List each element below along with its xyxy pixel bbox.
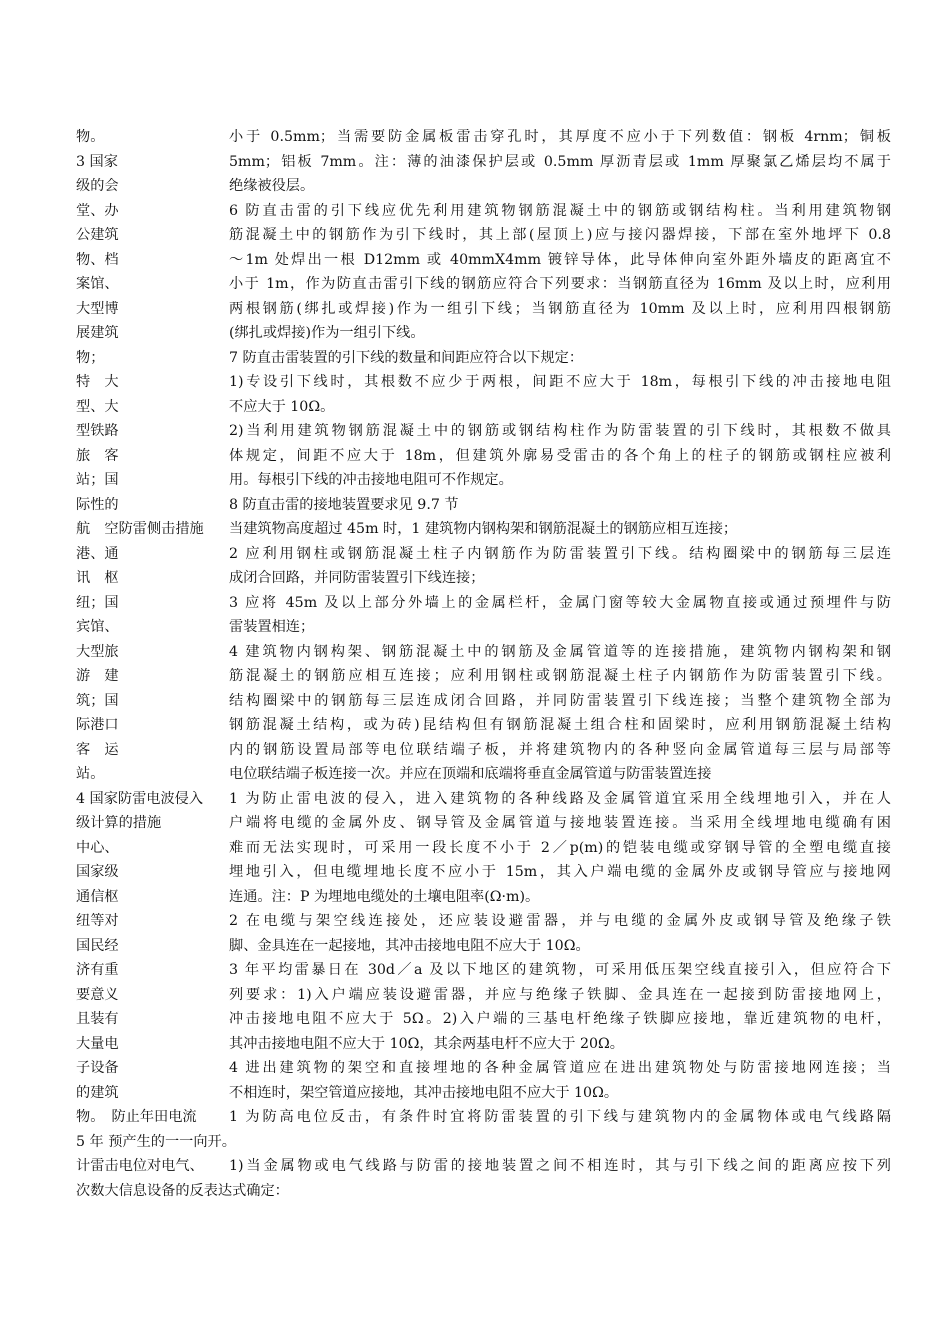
text-row (0, 1034, 950, 1058)
left-column-text: 际港口 (76, 717, 119, 733)
right-column-text: 小于 0.5mm；当需要防金属板雷击穿孔时，其厚度不应小于下列数值：钢板 4rnm；铜板 (229, 129, 891, 145)
text-row (0, 323, 950, 347)
text-row (0, 495, 950, 519)
text-row (0, 1009, 950, 1033)
right-column-text: 4 进出建筑物的架空和直接埋地的各种金属管道应在进出建筑物处与防雷接地网连接；当 (229, 1060, 891, 1076)
right-column-text: 1 为防高电位反击，有条件时宜将防雷装置的引下线与建筑物内的金属物体或电气线路隔 (229, 1109, 891, 1125)
right-column-text: 小于 1m，作为防直击雷引下线的钢筋应符合下列要求：当钢筋直径为 16mm 及以上时，应利用 (229, 276, 891, 292)
text-row (0, 593, 950, 617)
right-column-text: 当建筑物高度超过 45m 时，1 建筑物内钢构架和钢筋混凝土的钢筋应相互连接； (229, 521, 738, 537)
right-column-text: 1)当金属物或电气线路与防雷的接地装置之间不相连时，其与引下线之间的距离应按下列 (229, 1158, 891, 1174)
text-row (0, 862, 950, 886)
text-row (0, 348, 950, 372)
left-column-text: 堂、办 (76, 202, 119, 219)
left-column-text: 子设备 (76, 1060, 119, 1076)
right-column-text: 2 应利用钢柱或钢筋混凝土柱子内钢筋作为防雷装置引下线。结构圈梁中的钢筋每三层连 (229, 545, 891, 562)
right-column-text: 用。每根引下线的冲击接地电阻可不作规定。 (229, 472, 513, 488)
left-column-text: 要意义 (76, 986, 119, 1003)
right-column-text: 1 为防止雷电波的侵入，进入建筑物的各种线路及金属管道宜采用全线埋地引入，并在人 (229, 790, 891, 807)
left-column-text: 航 空防雷侧击措施 (76, 521, 204, 537)
left-column-text: 港、通 (76, 545, 119, 562)
right-column-text: 筋混凝土中的钢筋作为引下线时，其上部(屋顶上)应与接闪器焊接，下部在室外地坪下 0.8 (229, 227, 891, 243)
text-row (0, 127, 950, 151)
left-column-text: 次数大信息设备的反表达式确定： (76, 1182, 289, 1199)
text-row (0, 274, 950, 298)
right-column-text: 体规定，间距不应大于 18m，但建筑外廓易受雷击的各个角上的柱子的钢筋或钢柱应被利 (229, 447, 891, 464)
left-column-text: 游 建 (76, 668, 119, 684)
right-column-text: 成闭合回路，并同防雷装置引下线连接； (229, 570, 485, 586)
right-column-text: 难而无法实现时，可采用一段长度不小于 2／p(m)的铠装电缆或穿钢导管的全塑电缆直接 (229, 839, 891, 856)
right-column-text: 结构圈梁中的钢筋每三层连成闭合回路，并同防雷装置引下线连接；当整个建筑物全部为 (229, 692, 891, 709)
left-column-text: 物、档 (76, 251, 119, 268)
left-column-text: 站。 (76, 766, 105, 782)
text-row (0, 838, 950, 862)
right-column-text: 两根钢筋(绑扎或焊接)作为一组引下线；当钢筋直径为 10mm 及以上时，应利用四根钢筋 (229, 300, 891, 317)
left-column-text: 案馆、 (76, 276, 119, 292)
right-column-text: 3 年平均雷暴日在 30d／a 及以下地区的建筑物，可采用低压架空线直接引入，但应符合下 (229, 962, 891, 978)
left-column-text: 物。 防止年田电流 (76, 1109, 197, 1125)
left-column-text: 大量电 (76, 1035, 119, 1052)
right-column-text: 列要求：1)入户端应装设避雷器，并应与绝缘子铁脚、金具连在一起接到防雷接地网上， (229, 986, 891, 1003)
left-column-text: 大型博 (76, 300, 119, 317)
text-row (0, 250, 950, 274)
right-column-text: 内的钢筋设置局部等电位联结端子板，并将建筑物内的各种竖向金属管道每三层与局部等 (229, 741, 891, 758)
right-column-text: (绑扎或焊接)作为一组引下线。 (229, 325, 425, 341)
text-row (0, 887, 950, 911)
right-column-text: 不应大于 10Ω。 (229, 398, 335, 415)
left-column-text: 际性的 (76, 496, 119, 513)
left-column-text: 公建筑 (76, 227, 119, 243)
left-column-text: 计雷击电位对电气、 (76, 1158, 204, 1174)
left-column-text: 济有重 (76, 962, 119, 978)
text-row (0, 911, 950, 935)
text-row (0, 397, 950, 421)
right-column-text: 绝缘被役层。 (229, 178, 315, 194)
text-row (0, 1181, 950, 1205)
text-row (0, 936, 950, 960)
text-row (0, 299, 950, 323)
left-column-text: 级的会 (76, 178, 119, 194)
right-column-text: 其冲击接地电阻不应大于 10Ω，其余两基电杆不应大于 20Ω。 (229, 1035, 624, 1052)
left-column-text: 5 年 预产生的一一向开。 (76, 1133, 236, 1150)
left-column-text: 站；国 (76, 472, 119, 488)
text-row (0, 764, 950, 788)
text-row (0, 372, 950, 396)
left-column-text: 国家级 (76, 864, 119, 880)
left-column-text: 大型旅 (76, 643, 119, 660)
right-column-text: 雷装置相连； (229, 619, 315, 635)
left-column-text: 级计算的措施 (76, 815, 162, 831)
text-row (0, 691, 950, 715)
text-row (0, 470, 950, 494)
left-column-text: 物。 (76, 129, 105, 145)
right-column-text: 6 防直击雷的引下线应优先利用建筑物钢筋混凝土中的钢筋或钢结构柱。当利用建筑物钢 (229, 202, 891, 219)
text-row (0, 544, 950, 568)
text-row (0, 1083, 950, 1107)
text-row (0, 519, 950, 543)
text-row (0, 715, 950, 739)
right-column-text: 户端将电缆的金属外皮、钢导管及金属管道与接地装置连接。当采用全线埋地电缆确有困 (229, 815, 891, 831)
right-column-text: 7 防直击雷装置的引下线的数量和间距应符合以下规定： (229, 349, 584, 366)
left-column-text: 通信枢 (76, 888, 119, 905)
left-column-text: 型、大 (76, 398, 119, 415)
left-column-text: 且装有 (76, 1011, 119, 1027)
text-row (0, 960, 950, 984)
left-column-text: 宾馆、 (76, 619, 119, 635)
right-column-text: 2)当利用建筑物钢筋混凝土中的钢筋或钢结构柱作为防雷装置的引下线时，其根数不做具 (229, 423, 891, 439)
text-row (0, 568, 950, 592)
left-column-text: 展建筑 (76, 325, 119, 341)
right-column-text: 脚、金具连在一起接地，其冲击接地电阻不应大于 10Ω。 (229, 937, 590, 954)
text-row (0, 1058, 950, 1082)
left-column-text: 的建筑 (76, 1084, 119, 1101)
right-column-text: 5mm；铝板 7mm。注：薄的油漆保护层或 0.5mm 厚沥青层或 1mm 厚聚氯乙烯层均不属于 (229, 153, 891, 170)
left-column-text: 客 运 (76, 741, 119, 758)
right-column-text: 2 在电缆与架空线连接处，还应装设避雷器，并与电缆的金属外皮或钢导管及绝缘子铁 (229, 913, 891, 929)
right-column-text: 连通。注：P 为埋地电缆处的土壤电阻率(Ω·m)。 (229, 888, 540, 905)
right-column-text: 3 应将 45m 及以上部分外墙上的金属栏杆，金属门窗等较大金属物直接或通过预埋件与防 (229, 594, 891, 611)
left-column-text: 型铁路 (76, 423, 119, 439)
left-column-text: 3 国家 (76, 153, 118, 170)
left-column-text: 4 国家防雷电波侵入 (76, 790, 204, 807)
text-row (0, 789, 950, 813)
right-column-text: 4 建筑物内钢构架、钢筋混凝土中的钢筋及金属管道等的连接措施，建筑物内钢构架和钢 (229, 643, 891, 660)
text-row (0, 225, 950, 249)
right-column-text: ～1m 处焊出一根 D12mm 或 40mmX4mm 镀锌导体，此导体伸向室外距外墙皮的距离宜不 (229, 251, 891, 268)
right-column-text: 埋地引入，但电缆埋地长度不应小于 15m，其入户端电缆的金属外皮或钢导管应与接地网 (229, 864, 891, 880)
right-column-text: 不相连时，架空管道应接地，其冲击接地电阻不应大于 10Ω。 (229, 1084, 619, 1101)
text-row (0, 985, 950, 1009)
left-column-text: 旅 客 (76, 447, 119, 464)
text-row (0, 421, 950, 445)
left-column-text: 纽等对 (76, 913, 119, 929)
text-row (0, 152, 950, 176)
left-column-text: 讯 枢 (76, 570, 119, 586)
right-column-text: 筋混凝土的钢筋应相互连接；应利用钢柱或钢筋混凝土柱子内钢筋作为防雷装置引下线。 (229, 668, 891, 684)
left-column-text: 特 大 (76, 374, 119, 390)
right-column-text: 冲击接地电阻不应大于 5Ω。2)入户端的三基电杆绝缘子铁脚应接地，靠近建筑物的电杆， (229, 1011, 891, 1027)
left-column-text: 国民经 (76, 937, 119, 954)
text-row (0, 1156, 950, 1180)
left-column-text: 中心、 (76, 839, 119, 856)
text-row (0, 176, 950, 200)
text-row (0, 617, 950, 641)
text-row (0, 1132, 950, 1156)
right-column-text: 钢筋混凝土结构，或为砖)昆结构但有钢筋混凝土组合柱和固梁时，应利用钢筋混凝土结构 (229, 717, 891, 733)
text-row (0, 740, 950, 764)
right-column-text: 1)专设引下线时，其根数不应少于两根，间距不应大于 18m，每根引下线的冲击接地电阻 (229, 374, 891, 390)
text-row (0, 1107, 950, 1131)
text-row (0, 642, 950, 666)
right-column-text: 电位联结端子板连接一次。并应在顶端和底端将垂直金属管道与防雷装置连接 (229, 766, 712, 782)
text-row (0, 201, 950, 225)
right-column-text: 8 防直击雷的接地装置要求见 9.7 节 (229, 496, 459, 513)
left-column-text: 筑；国 (76, 692, 119, 709)
left-column-text: 纽；国 (76, 594, 119, 611)
left-column-text: 物； (76, 349, 105, 366)
text-row (0, 446, 950, 470)
text-row (0, 666, 950, 690)
text-row (0, 813, 950, 837)
